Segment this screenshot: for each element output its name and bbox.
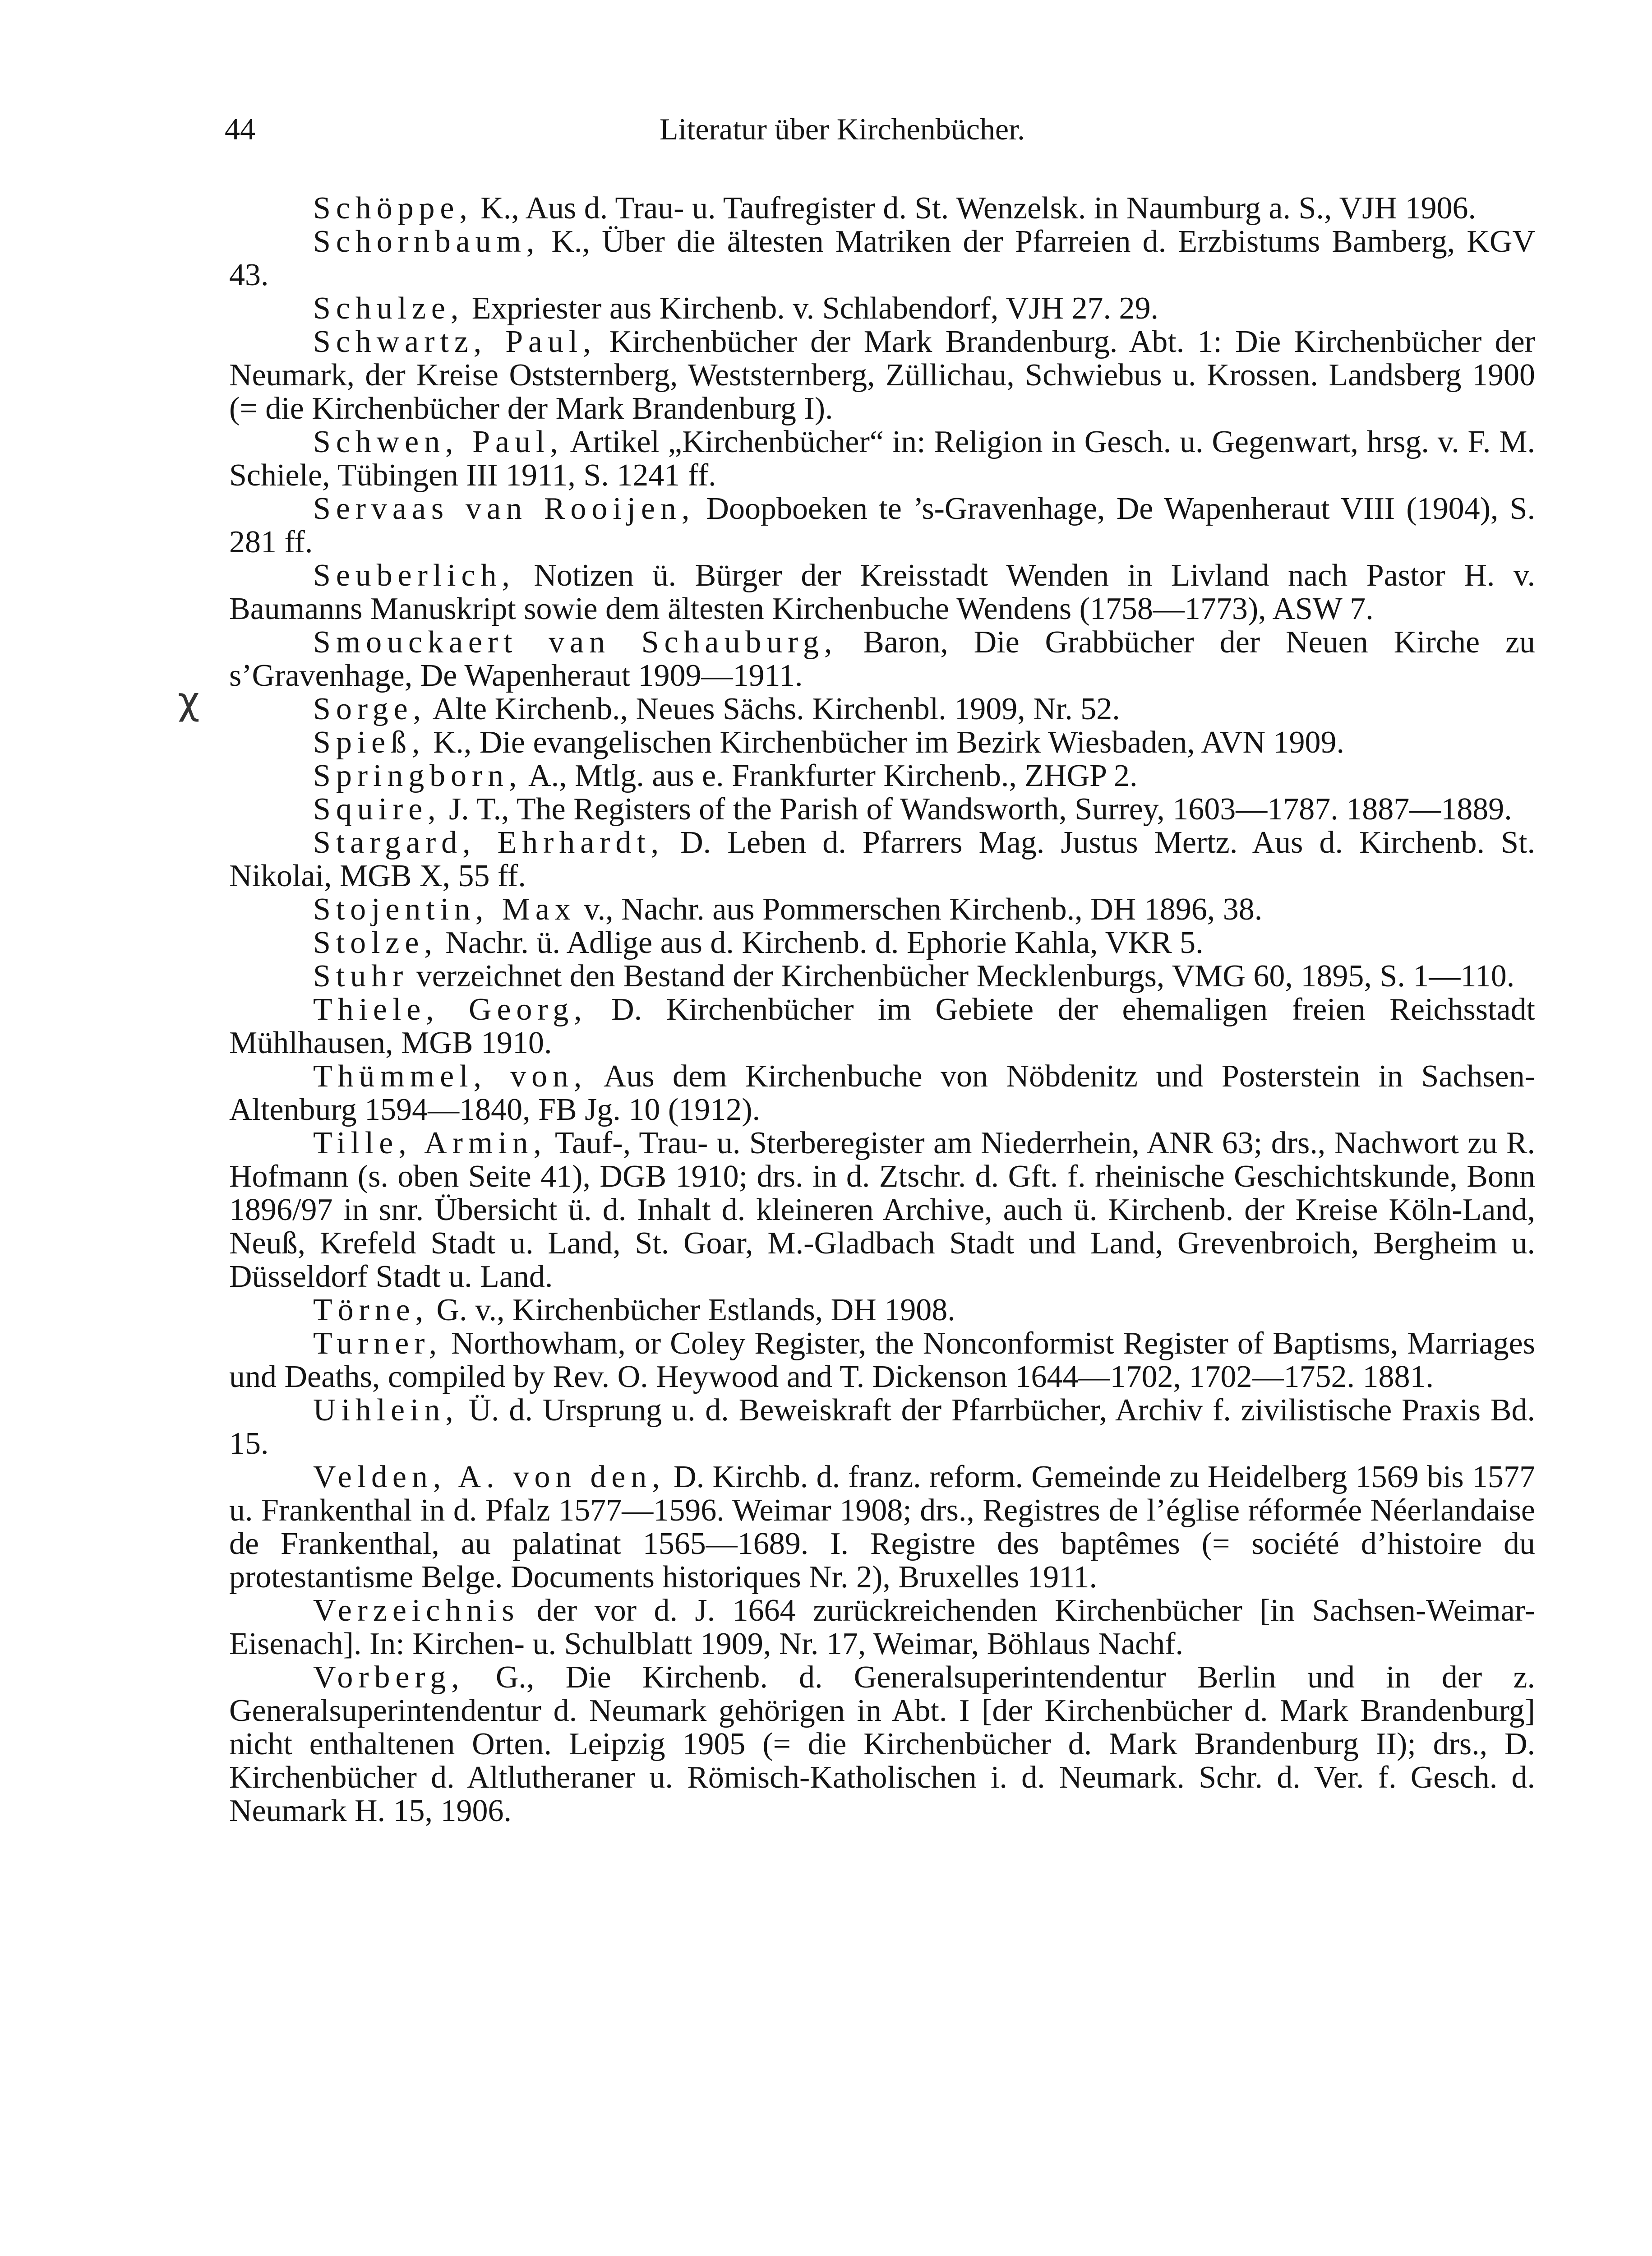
- bibliography-entry: [229, 292, 1535, 325]
- entry-text: Doopboeken te ’s-Gravenhage, De Wapenheraut VIII (1904), S. 281 ff.: [229, 491, 1535, 559]
- entry-author: Servaas van Rooijen,: [313, 491, 695, 526]
- bibliography-entry: [229, 325, 1535, 425]
- entry-author: Stargard, Ehrhardt,: [313, 825, 664, 860]
- bibliography-entry: [229, 926, 1535, 960]
- entry-author: Tille, Armin,: [313, 1126, 547, 1160]
- bibliography-entry: [229, 425, 1535, 492]
- entry-author: Törne,: [313, 1293, 429, 1327]
- bibliography-entry: [229, 192, 1535, 225]
- entry-author: Schwen, Paul,: [313, 425, 563, 459]
- entry-author: Smouckaert van Schauburg,: [313, 625, 838, 660]
- bibliography-list: [229, 192, 1535, 1828]
- entry-text: D. Kirchb. d. franz. reform. Gemeinde zu Heidelberg 1569 bis 1577 u. Frankenthal in d. Pfalz 1577—1596. Weimar 1908; drs., Registres de l’église réformée Néerlandaise de Frankenthal, au palatinat 1565—1689. I. Registre des baptêmes (= société d’histoire du protestantisme Belge. Documents historiques Nr. 2), Bruxelles 1911.: [229, 1460, 1535, 1595]
- entry-text: Aus dem Kirchenbuche von Nöbdenitz und Posterstein in Sachsen-Altenburg 1594—1840, FB Jg. 10 (1912).: [229, 1059, 1536, 1127]
- entry-text: Kirchenbücher der Mark Brandenburg. Abt. 1: Die Kirchenbücher der Neumark, der Kreise Oststernberg, Weststernberg, Züllichau, Schwiebus u. Krossen. Landsberg 1900 (= die Kirchenbücher der Mark Brandenburg I).: [229, 324, 1535, 426]
- entry-author: Uihlein,: [313, 1393, 459, 1428]
- entry-text: D. Leben d. Pfarrers Mag. Justus Mertz. Aus d. Kirchenb. St. Nikolai, MGB X, 55 ff.: [229, 825, 1535, 893]
- entry-author: Thümmel, von,: [313, 1059, 587, 1094]
- entry-text: K., Die evangelischen Kirchenbücher im Bezirk Wiesbaden, AVN 1909.: [425, 725, 1345, 760]
- bibliography-entry: [229, 759, 1535, 793]
- entry-author: Stuhr: [313, 959, 409, 994]
- bibliography-entry: [229, 726, 1535, 759]
- entry-author: Velden, A. von den,: [313, 1460, 665, 1494]
- entry-text: D. Kirchenbücher im Gebiete der ehemaligen freien Reichsstadt Mühlhausen, MGB 1910.: [229, 992, 1535, 1060]
- bibliography-entry: [229, 1327, 1535, 1394]
- bibliography-entry: [229, 1461, 1535, 1594]
- bibliography-entry: [229, 1060, 1535, 1127]
- entry-author: Springborn,: [313, 758, 522, 793]
- entry-text: v., Nachr. aus Pommerschen Kirchenb., DH 1896, 38.: [576, 892, 1263, 927]
- entry-text: A., Mtlg. aus e. Frankfurter Kirchenb., ZHGP 2.: [522, 758, 1138, 793]
- entry-text: Tauf-, Trau- u. Sterberegister am Niederrhein, ANR 63; drs., Nachwort zu R. Hofmann (s. oben Seite 41), DGB 1910; drs. in d. Ztschr. d. Gft. f. rheinische Geschichtskunde, Bonn 1896/97 in snr. Übersicht ü. d. Inhalt d. kleineren Archive, auch ü. Kirchenb. der Kreise Köln-Land, Neuß, Krefeld Stadt u. Land, St. Goar, M.-Gladbach Stadt und Land, Grevenbroich, Bergheim u. Düsseldorf Stadt u. Land.: [229, 1126, 1536, 1294]
- entry-author: Thiele, Georg,: [313, 992, 587, 1027]
- entry-text: Ü. d. Ursprung u. d. Beweiskraft der Pfarrbücher, Archiv f. zivilistische Praxis Bd. 15.: [229, 1393, 1535, 1461]
- entry-text: Artikel „Kirchenbücher“ in: Religion in Gesch. u. Gegenwart, hrsg. v. F. M. Schiele, Tübingen III 1911, S. 1241 ff.: [229, 425, 1535, 493]
- bibliography-entry: [229, 693, 1535, 726]
- entry-text: G. v., Kirchenbücher Estlands, DH 1908.: [429, 1293, 955, 1327]
- bibliography-entry: [229, 1294, 1535, 1327]
- entry-author: Sorge,: [313, 692, 426, 726]
- bibliography-entry: [229, 960, 1535, 993]
- bibliography-entry: [229, 492, 1535, 559]
- entry-text: verzeichnet den Bestand der Kirchenbücher Mecklenburgs, VMG 60, 1895, S. 1—110.: [408, 959, 1515, 994]
- entry-author: Stolze,: [313, 925, 438, 960]
- entry-text: Notizen ü. Bürger der Kreisstadt Wenden in Livland nach Pastor H. v. Baumanns Manuskript sowie dem ältesten Kirchenbuche Wendens (1758—1773), ASW 7.: [229, 558, 1535, 626]
- entry-author: Schulze,: [313, 291, 464, 326]
- entry-author: Stojentin, Max: [313, 892, 576, 927]
- entry-author: Turner,: [313, 1326, 442, 1361]
- page-header: [0, 106, 1652, 152]
- entry-author: Schwartz, Paul,: [313, 324, 596, 359]
- entry-text: G., Die Kirchenb. d. Generalsuperintendentur Berlin und in der z. Generalsuperintendentur d. Neumark gehörigen in Abt. I [der Kirchenbücher d. Mark Brandenburg] nicht enthaltenen Orten. Leipzig 1905 (= die Kirchenbücher d. Mark Brandenburg II); drs., D. Kirchenbücher d. Altlutheraner u. Römisch-Katholischen i. d. Neumark. Schr. d. Ver. f. Gesch. d. Neumark H. 15, 1906.: [229, 1660, 1535, 1828]
- entry-text: K., Aus d. Trau- u. Taufregister d. St. Wenzelsk. in Naumburg a. S., VJH 1906.: [472, 191, 1476, 226]
- bibliography-entry: [229, 1394, 1535, 1461]
- entry-author: Schornbaum,: [313, 224, 540, 259]
- entry-author: Verzeichnis: [313, 1593, 520, 1628]
- entry-author: Squire,: [313, 792, 441, 827]
- bibliography-entry: [229, 793, 1535, 826]
- entry-text: Nachr. ü. Adlige aus d. Kirchenb. d. Ephorie Kahla, VKR 5.: [437, 925, 1204, 960]
- entry-text: Alte Kirchenb., Neues Sächs. Kirchenbl. 1909, Nr. 52.: [426, 692, 1120, 726]
- entry-text: Northowham, or Coley Register, the Nonconformist Register of Baptisms, Marriages und Deaths, compiled by Rev. O. Heywood and T. Dickenson 1644—1702, 1702—1752. 1881.: [229, 1326, 1535, 1394]
- bibliography-entry: [229, 559, 1535, 626]
- bibliography-entry: [229, 993, 1535, 1060]
- running-title: Literatur über Kirchenbücher.: [660, 112, 1025, 146]
- entry-text: der vor d. J. 1664 zurückreichenden Kirchenbücher [in Sachsen-Weimar-Eisenach]. In: Kirchen- u. Schulblatt 1909, Nr. 17, Weimar, Böhlaus Nachf.: [229, 1593, 1535, 1661]
- page-number: 44: [225, 112, 255, 146]
- margin-annotation: χ: [178, 679, 200, 723]
- entry-text: K., Über die ältesten Matriken der Pfarreien d. Erzbistums Bamberg, KGV 43.: [229, 224, 1535, 292]
- bibliography-entry: [229, 225, 1535, 292]
- entry-author: Vorberg,: [313, 1660, 465, 1695]
- entry-text: Baron, Die Grabbücher der Neuen Kirche zu s’Gravenhage, De Wapenheraut 1909—1911.: [229, 625, 1536, 693]
- entry-author: Spieß,: [313, 725, 425, 760]
- bibliography-entry: [229, 826, 1535, 893]
- bibliography-entry: [229, 893, 1535, 926]
- entry-author: Seuberlich,: [313, 558, 515, 593]
- bibliography-entry: [229, 626, 1535, 693]
- bibliography-entry: [229, 1661, 1535, 1828]
- bibliography-entry: [229, 1127, 1535, 1294]
- bibliography-entry: [229, 1594, 1535, 1661]
- entry-text: J. T., The Registers of the Parish of Wandsworth, Surrey, 1603—1787. 1887—1889.: [441, 792, 1512, 827]
- entry-author: Schöppe,: [313, 191, 473, 226]
- entry-text: Expriester aus Kirchenb. v. Schlabendorf, VJH 27. 29.: [464, 291, 1158, 326]
